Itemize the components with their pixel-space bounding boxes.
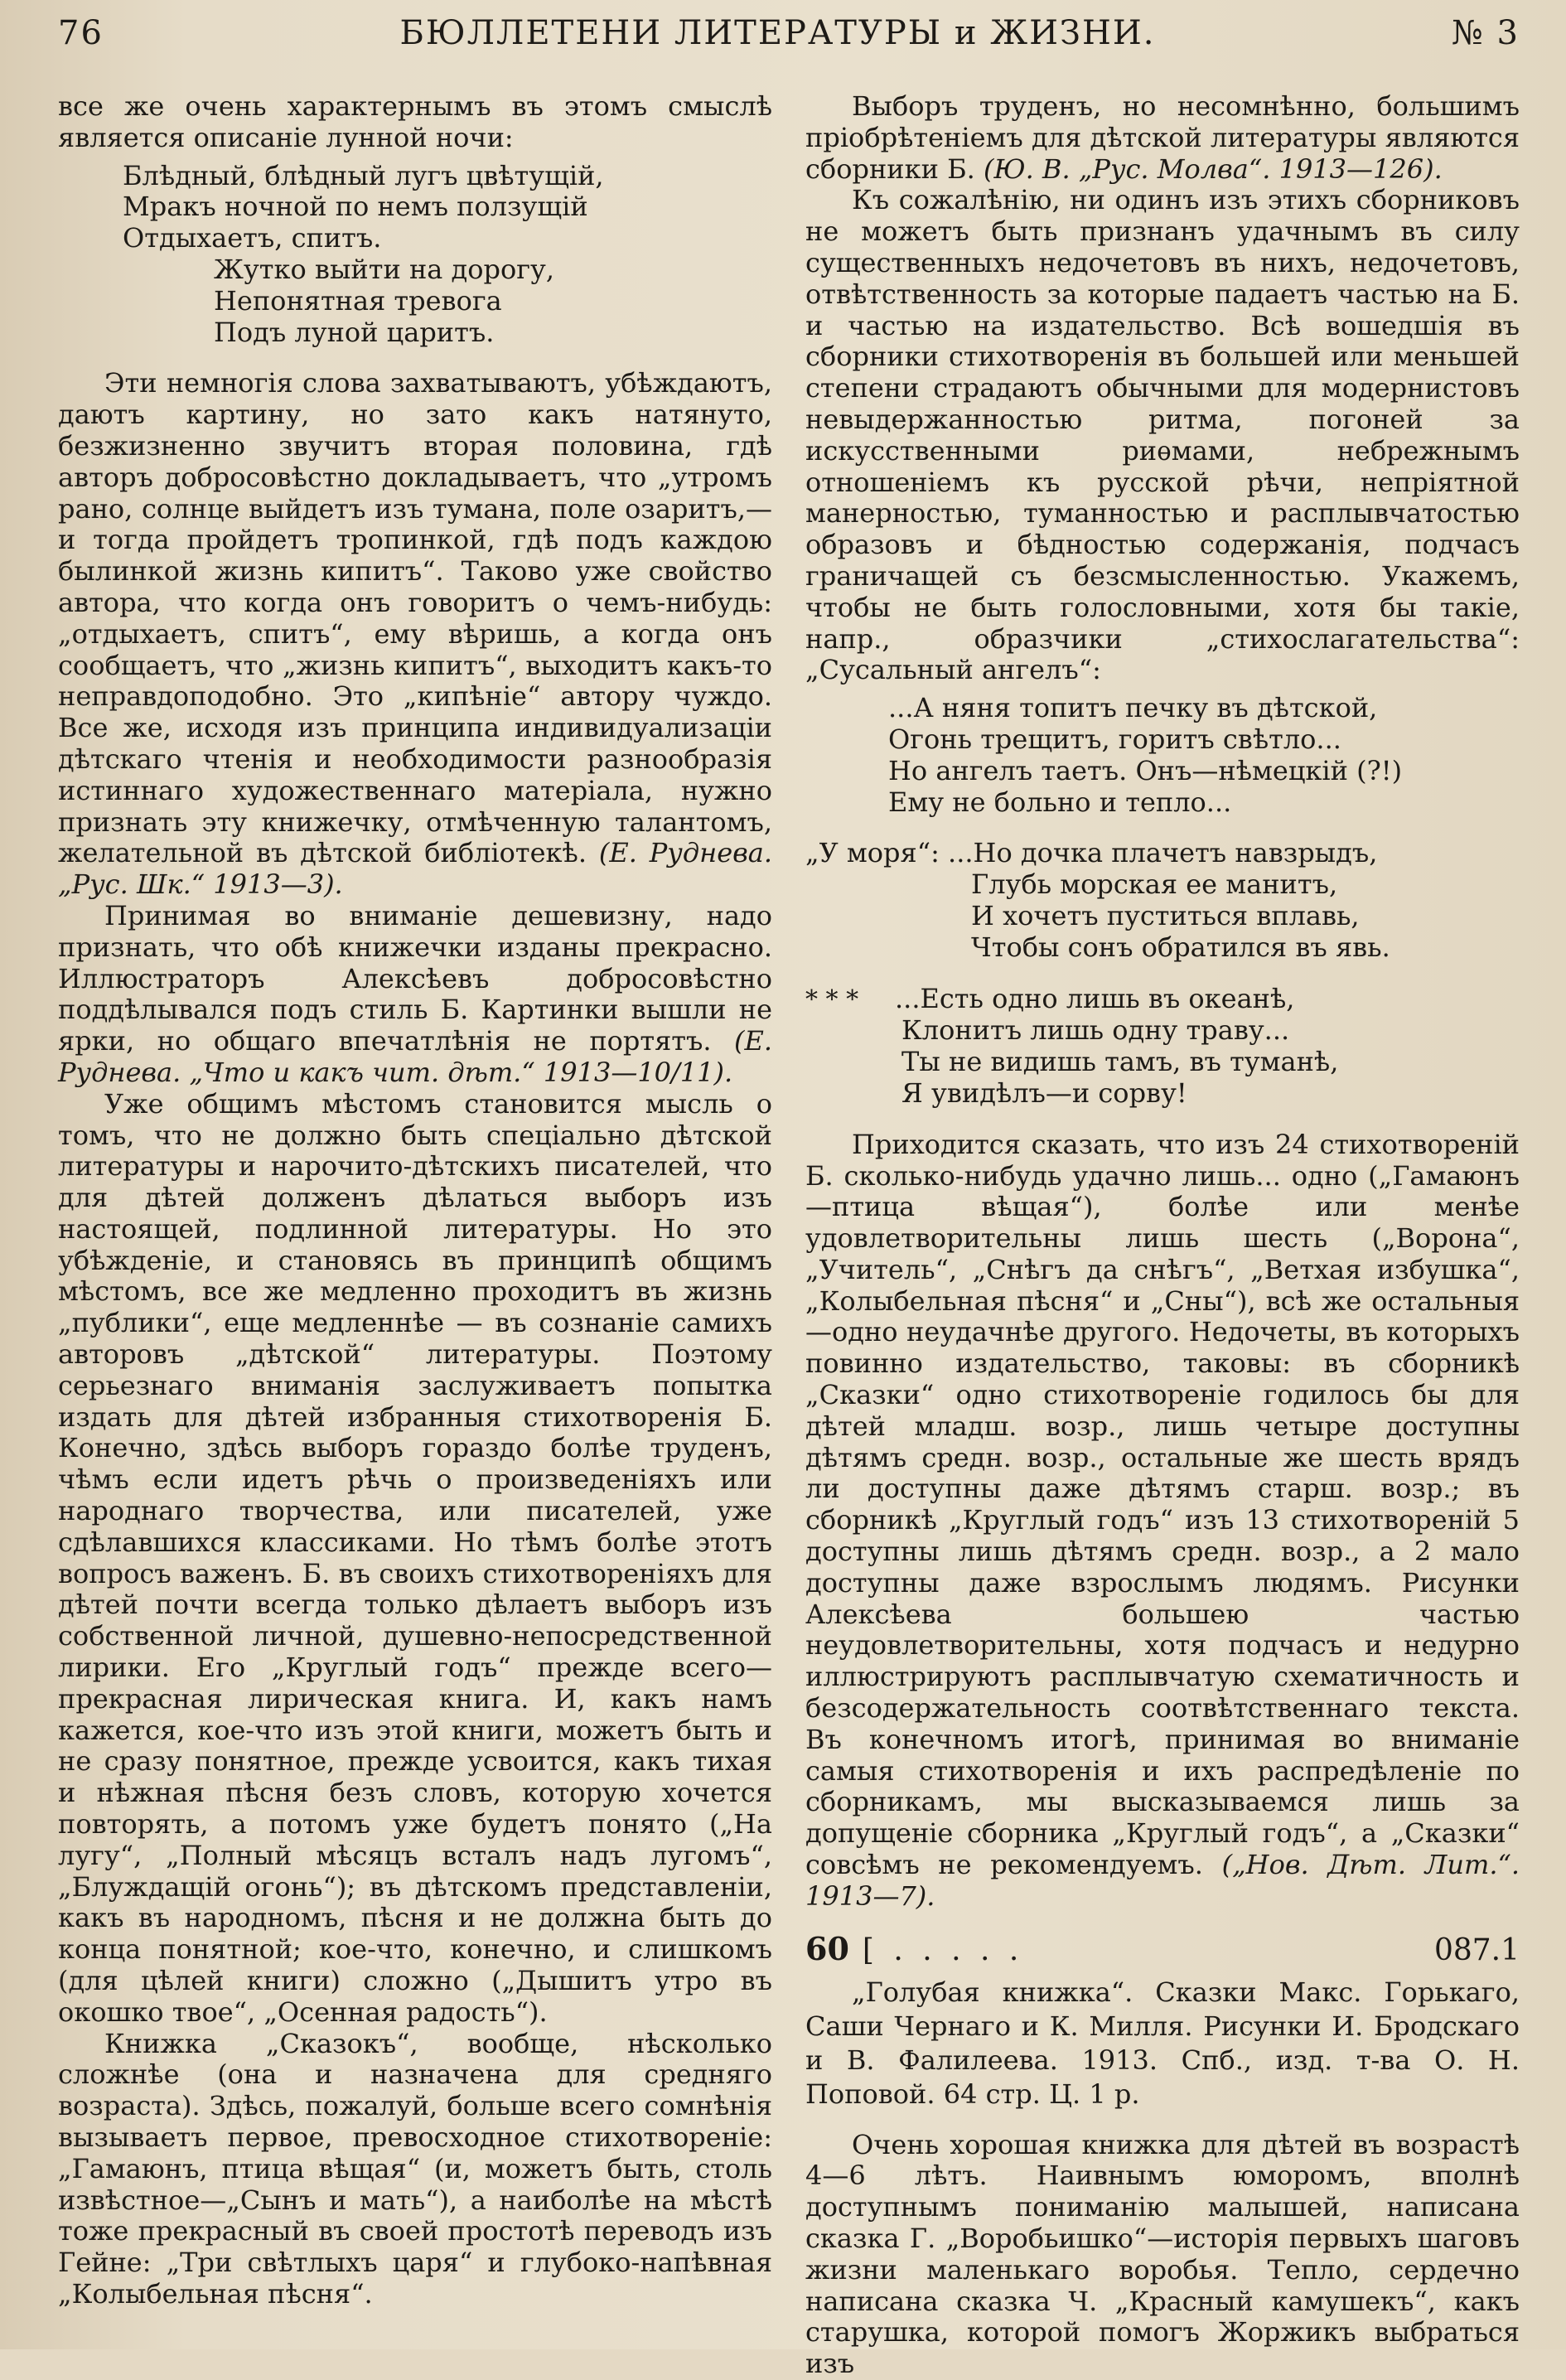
left-column <box>58 91 772 2380</box>
citation: (Е. Руднева. „Что и какъ чит. дѣт.“ 1913—10/11). <box>58 1025 773 1088</box>
poem-line: Отдыхаетъ, спитъ. <box>123 222 382 254</box>
poem-line: Ему не больно и тепло... <box>888 786 1232 818</box>
citation: (Е. Руднева. „Рус. Шк.“ 1913—3). <box>58 837 773 901</box>
poem-line: Подъ луной царитъ. <box>214 316 495 348</box>
poem-moon-night <box>58 161 772 349</box>
review-paragraph: Приходится сказать, что изъ 24 стихотвореній Б. сколько-нибудь удачно лишь... одно („Гамаюнъ—птица вѣщая“), болѣе или менѣе удовлетворительны лишь шесть („Ворона“, „Учитель“, „Снѣгъ да снѣгъ“, „Ветхая избушка“, „Колыбельная пѣсня“ и „Сны“), всѣ же остальныя—одно неудачнѣе другого. Недочеты, въ которыхъ повинно издательство, таковы: въ сборникѣ „Сказки“ одно стихотвореніе годилось бы для дѣтей младш. возр., лишь четыре доступны дѣтямъ средн. возр., остальные же шесть врядъ ли доступны даже дѣтямъ старш. возр.; въ сборникѣ „Круглый годъ“ изъ 13 стихотвореній 5 доступны лишь дѣтямъ средн. возр., а 2 мало доступны даже взрослымъ людямъ. Рисунки Алексѣева большею частью неудовлетворительны, хотя подчасъ и недурно иллюстрируютъ расплывчатую схематичность и безсодержательность соотвѣтственнаго текста. Въ конечномъ итогѣ, принимая во вниманіе самыя стихотворенія и ихъ распредѣленіе по сборникамъ, мы высказываемся лишь за допущеніе сборника „Круглый годъ“, а „Сказки“ совсѣмъ не рекомендуемъ. („Нов. Дѣт. Лит.“. 1913—7). <box>805 1128 1520 1912</box>
citation: („Нов. Дѣт. Лит.“. 1913—7). <box>805 1849 1520 1912</box>
poem-line: Мракъ ночной по немъ ползущій <box>123 191 588 223</box>
poem-line: Огонь трещитъ, горитъ свѣтло... <box>888 723 1341 755</box>
review-paragraph: Уже общимъ мѣстомъ становится мысль о томъ, что не должно быть спеціально дѣтской литературы и нарочито-дѣтскихъ писателей, что для дѣтей долженъ дѣлаться выборъ изъ настоящей, подлинной литературы. Но это убѣжденіе, и становясь въ принципѣ общимъ мѣстомъ, все же медленно проходитъ въ жизнь „публики“, еще медленнѣе — въ сознаніе самихъ авторовъ „дѣтской“ литературы. Поэтому серьезнаго вниманія заслуживаетъ попытка издать для дѣтей избранныя стихотворенія Б. Конечно, здѣсь выборъ гораздо болѣе труденъ, чѣмъ если идетъ рѣчь о произведеніяхъ или народнаго творчества, или писателей, уже сдѣлавшихся классиками. Но тѣмъ болѣе этотъ вопросъ важенъ. Б. въ своихъ стихотвореніяхъ для дѣтей почти всегда только дѣлаетъ выборъ изъ собственной личной, душевно-непосредственной лирики. Его „Круглый годъ“ прежде всего—прекрасная лирическая книга. И, какъ намъ кажется, кое-что изъ этой книги, можетъ быть и не сразу понятное, прежде усвоится, какъ тихая и нѣжная пѣсня безъ словъ, которую хочется повторять, а потомъ уже будетъ понято („На лугу“, „Полный мѣсяцъ всталъ надъ лугомъ“, „Блуждащій огонь“); въ дѣтскомъ представленіи, какъ въ народномъ, пѣсня и не должна быть до конца понятной; кое-что, конечно, и слишкомъ (для цѣлей книги) сложно („Дышитъ утро въ окошко твое“, „Осенная радость“). <box>58 1087 772 2028</box>
poem-line: Блѣдный, блѣдный лугъ цвѣтущій, <box>123 159 604 191</box>
right-column <box>805 91 1520 2380</box>
poem-line: Я увидѣлъ—и сорву! <box>901 1076 1187 1109</box>
issue-number: № 3 <box>1451 14 1520 52</box>
entry-header <box>805 1931 1520 1969</box>
entry-number: 60 <box>805 1929 849 1967</box>
poem-ocean <box>805 984 1520 1110</box>
review-paragraph: Эти немногія слова захватываютъ, убѣждаютъ, даютъ картину, но зато какъ натянуто, безжизненно звучитъ вторая половина, гдѣ авторъ добросовѣстно докладываетъ, что „утромъ рано, солнце выйдетъ изъ тумана, поле озаритъ,—и тогда пройдетъ тропинкой, гдѣ подъ каждою былинкой жизнь кипитъ“. Таково уже свойство автора, что когда онъ говоритъ о чемъ-нибудь: „отдыхаетъ, спитъ“, ему вѣришь, а когда онъ сообщаетъ, что „жизнь кипитъ“, выходитъ какъ-то неправдоподобно. Это „кипѣніе“ автору чуждо. Все же, исходя изъ принципа индивидуализаціи дѣтскаго чтенія и необходимости разнообразія истиннаго художественнаго матеріала, нужно признать эту книжечку, отмѣченную талантомъ, желательной въ дѣтской библіотекѣ. (Е. Руднева. „Рус. Шк.“ 1913—3). <box>58 367 773 901</box>
intro-paragraph: все же очень характернымъ въ этомъ смыслѣ является описаніе лунной ночи: <box>58 90 772 153</box>
review-paragraph: Принимая во вниманіе дешевизну, надо признать, что обѣ книжечки изданы прекрасно. Иллюстраторъ Алексѣевъ добросовѣстно поддѣлывался подъ стиль Б. Картинки вышли не ярки, но общаго впечатлѣнія не портятъ. (Е. Руднева. „Что и какъ чит. дѣт.“ 1913—10/11). <box>58 899 773 1088</box>
poem-line: Непонятная тревога <box>214 284 502 317</box>
citation: (Ю. В. „Рус. Молва“. 1913—126). <box>983 152 1443 185</box>
review-paragraph: Очень хорошая книжка для дѣтей въ возрастѣ 4—6 лѣтъ. Наивнымъ юморомъ, вполнѣ доступнымъ пониманію малышей, написана сказка Г. „Воробьишко“—исторія первыхъ шаговъ жизни маленькаго воробья. Тепло, сердечно написана сказка Ч. „Красный камушекъ“, какъ старушка, которой помогъ Жоржикъ выбраться изъ <box>805 2128 1520 2380</box>
running-header <box>58 12 1520 61</box>
page-number: 76 <box>58 14 104 52</box>
poem-line: И хочетъ пуститься вплавь, <box>971 899 1360 931</box>
poem-by-the-sea <box>805 838 1520 963</box>
poem-line: ...А няня топитъ печку въ дѣтской, <box>888 692 1378 724</box>
poem-line: Глубь морская ее манитъ, <box>971 868 1338 901</box>
review-paragraph: Выборъ труденъ, но несомнѣнно, большимъ пріобрѣтеніемъ для дѣтской литературы являются сборники Б. (Ю. В. „Рус. Молва“. 1913—126). <box>805 90 1520 185</box>
entry-bracket: [ . . . . . <box>862 1933 1024 1967</box>
poem-line: ...Есть одно лишь въ океанѣ, <box>895 982 1295 1014</box>
journal-title: БЮЛЛЕТЕНИ ЛИТЕРАТУРЫ и ЖИЗНИ. <box>399 14 1156 52</box>
poem-angel <box>805 693 1520 818</box>
poem-line: Клонитъ лишь одну траву... <box>901 1014 1290 1047</box>
asterism: * * * <box>805 984 859 1014</box>
review-paragraph: Книжка „Сказокъ“, вообще, нѣсколько сложнѣе (она и назначена для средняго возраста). Здѣсь, пожалуй, больше всего сомнѣнія вызываетъ первое, превосходное стихотвореніе: „Гамаюнъ, птица вѣщая“ (и, можетъ быть, столь извѣстное—„Сынъ и мать“), а наиболѣе на мѣстѣ тоже прекрасный въ своей простотѣ переводъ изъ Гейне: „Три свѣтлыхъ царя“ и глубоко-напѣвная „Колыбельная пѣсня“. <box>58 2027 772 2310</box>
poem-line: Жутко выйти на дорогу, <box>214 253 554 285</box>
review-paragraph: Къ сожалѣнію, ни одинъ изъ этихъ сборниковъ не можетъ быть признанъ удачнымъ въ силу существенныхъ недочетовъ въ нихъ, недочетовъ, отвѣтственность за которые падаетъ частью на Б. и частью на издательство. Всѣ вошедшія въ сборники стихотворенія въ большей или меньшей степени страдаютъ обычными для модернистовъ невыдержанностью ритма, погоней за искусственными риѳмами, небрежнымъ отношеніемъ къ русской рѣчи, непріятной манерностью, туманностью и расплывчатостью образовъ и бѣдностью содержанія, подчасъ граничащей съ безсмысленностью. Укажемъ, чтобы не быть голословными, хотя бы такіе, напр., образчики „стихослагательства“: „Сусальный ангелъ“: <box>805 184 1520 686</box>
classification-code: 087.1 <box>1433 1933 1520 1967</box>
poem-line: Ты не видишь тамъ, въ туманѣ, <box>901 1046 1339 1078</box>
bibliographic-entry: „Голубая книжка“. Сказки Макс. Горькаго, Саши Чернаго и К. Милля. Рисунки И. Бродскаго и В. Фалилеева. 1913. Спб., изд. т-ва О. Н. Поповой. 64 стр. Ц. 1 р. <box>805 1976 1520 2110</box>
text-columns <box>58 91 1520 2380</box>
poem-line: „У моря“: ...Но дочка плачетъ навзрыдъ, <box>805 837 1378 869</box>
poem-line: Но ангелъ таетъ. Онъ—нѣмецкій (?!) <box>888 754 1403 786</box>
poem-line: Чтобы сонъ обратился въ явь. <box>971 931 1390 963</box>
